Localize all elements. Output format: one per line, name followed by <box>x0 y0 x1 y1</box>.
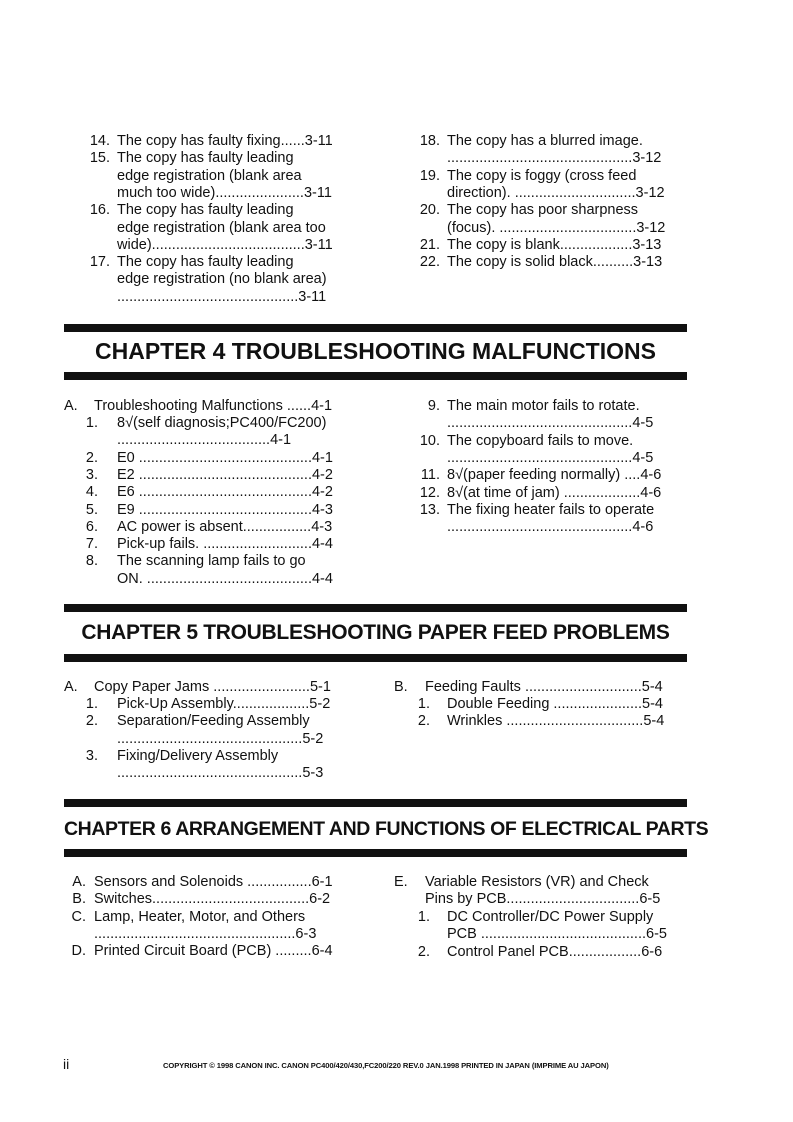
toc-entry-number: 4. <box>85 484 98 501</box>
toc-entry-text: Switches.......................................6-2 <box>94 891 331 908</box>
toc-entry-text: Fixing/Delivery Assembly <box>117 747 279 764</box>
toc-entry-text: The copy has faulty leading <box>117 254 294 271</box>
toc-entry-text: edge registration (blank area <box>117 167 302 184</box>
section-title: Troubleshooting Malfunctions ......4-1 <box>94 398 333 414</box>
toc-entry-text: Wrinkles ..................................5-4 <box>447 713 665 730</box>
chapter4-top-rule <box>64 324 687 332</box>
toc-entry-number: 1. <box>417 909 430 925</box>
toc-entry-text: ..............................................5-2 <box>117 730 324 747</box>
toc-entry-text: direction). ..............................3-12 <box>447 184 665 201</box>
section-title: Feeding Faults .............................5-4 <box>425 679 663 695</box>
toc-entry-text: The main motor fails to rotate. <box>447 398 640 414</box>
toc-entry-text: The fixing heater fails to operate <box>447 501 655 518</box>
toc-entry-text: AC power is absent.................4-3 <box>117 518 333 535</box>
toc-entry-number: B. <box>72 891 86 908</box>
chapter4-bottom-rule <box>64 372 687 380</box>
toc-entry-number: 12. <box>419 484 440 501</box>
toc-entry-number: 3. <box>85 747 98 764</box>
toc-entry-text: E9 ...........................................4-3 <box>117 501 333 518</box>
toc-entry-text: ..............................................4-6 <box>447 519 654 536</box>
toc-entry-number: 2. <box>417 943 430 960</box>
toc-entry-number: 3. <box>85 466 98 483</box>
toc-entry-number: C. <box>71 908 86 925</box>
toc-entry-number: 13. <box>419 501 440 518</box>
toc-entry-number: 10. <box>419 432 440 449</box>
toc-entry-text: wide)......................................3-11 <box>117 236 333 253</box>
toc-entry-text: E6 ...........................................4-2 <box>117 484 333 501</box>
toc-entry-text: Printed Circuit Board (PCB) .........6-4 <box>94 943 333 960</box>
toc-entry-text: ..................................................6-3 <box>94 925 317 942</box>
toc-entry-number: 2. <box>85 713 98 730</box>
toc-entry-number: 15. <box>89 150 110 167</box>
toc-entry-text: much too wide)......................3-11 <box>117 184 332 201</box>
chapter6-top-rule <box>64 799 687 807</box>
toc-entry-text: The copy is blank..................3-13 <box>447 236 662 253</box>
toc-entry-text: The copy has faulty leading <box>117 150 294 167</box>
toc-entry-text: Pick-Up Assembly...................5-2 <box>117 696 331 712</box>
toc-entry-number: 22. <box>419 254 440 271</box>
toc-entry-text: The copy has poor sharpness <box>447 202 639 219</box>
chapter5-bottom-rule <box>64 654 687 662</box>
toc-entry-text: Pick-up fails. ...........................4-4 <box>117 536 333 553</box>
toc-entry-number: 21. <box>419 236 440 253</box>
chapter4-title: CHAPTER 4 TROUBLESHOOTING MALFUNCTIONS <box>95 338 656 364</box>
toc-entry-text: ON. .........................................4-4 <box>117 570 333 587</box>
toc-entry-text: The copy has faulty leading <box>117 202 294 219</box>
toc-entry-text: E0 ...........................................4-1 <box>117 449 333 466</box>
toc-entry-number: 14. <box>89 133 110 149</box>
toc-entry-text: ..............................................5-3 <box>117 765 324 782</box>
toc-entry-number: 6. <box>85 518 98 535</box>
section-title: Variable Resistors (VR) and Check <box>425 874 649 890</box>
toc-entry-number: 20. <box>419 202 440 219</box>
toc-entry-text: The copyboard fails to move. <box>447 432 634 449</box>
section-letter: A. <box>64 679 78 695</box>
toc-entry-number: 1. <box>85 696 98 712</box>
footer-copyright: COPYRIGHT © 1998 CANON INC. CANON PC400/420/430,FC200/220 REV.0 JAN.1998 PRINTED IN JAPAN (IMPRIME AU JAPON) <box>163 1061 609 1070</box>
section-title: Copy Paper Jams ........................5-1 <box>94 679 331 695</box>
toc-entry-number: 9. <box>427 398 440 414</box>
toc-entry-number: A. <box>72 874 86 890</box>
toc-entry-text: Sensors and Solenoids ................6-1 <box>94 874 333 890</box>
toc-entry-text: 8√(self diagnosis;PC400/FC200) <box>117 415 327 431</box>
toc-entry-text: Lamp, Heater, Motor, and Others <box>94 908 306 925</box>
toc-entry-text: .............................................3-11 <box>117 288 327 305</box>
toc-entry-number: 2. <box>85 449 98 466</box>
page-number: ii <box>63 1056 70 1072</box>
toc-entry-number: 2. <box>417 713 430 730</box>
toc-entry-text: The copy is solid black..........3-13 <box>447 254 663 271</box>
toc-entry-text: ..............................................4-5 <box>447 449 654 466</box>
toc-entry-text: Double Feeding ......................5-4 <box>447 696 663 712</box>
chapter6-title: CHAPTER 6 ARRANGEMENT AND FUNCTIONS OF ELECTRICAL PARTS <box>64 818 709 840</box>
toc-entry-text: The scanning lamp fails to go <box>117 553 306 570</box>
toc-entry-text: ..............................................3-12 <box>447 150 662 167</box>
section-letter: E. <box>394 874 408 890</box>
toc-entry-number: 19. <box>419 167 440 184</box>
toc-entry-text: The copy has a blurred image. <box>447 133 643 149</box>
toc-entry-number: 18. <box>419 133 440 149</box>
toc-entry-number: 1. <box>417 696 430 712</box>
toc-entry-text: Control Panel PCB..................6-6 <box>447 943 663 960</box>
section-letter: B. <box>394 679 408 695</box>
toc-entry-text: (focus). ..................................3-12 <box>447 219 666 236</box>
toc-entry-number: 5. <box>85 501 98 518</box>
toc-entry-number: 8. <box>85 553 98 570</box>
toc-entry-text: PCB .........................................6-5 <box>447 926 667 943</box>
toc-entry-number: 11. <box>420 467 440 484</box>
toc-entry-text: The copy has faulty fixing......3-11 <box>117 133 333 149</box>
toc-entry-text: E2 ...........................................4-2 <box>117 466 333 483</box>
toc-entry-text: Separation/Feeding Assembly <box>117 713 310 730</box>
toc-entry-number: 16. <box>89 202 110 219</box>
toc-entry-text: The copy is foggy (cross feed <box>447 167 637 184</box>
section-letter: A. <box>64 398 78 414</box>
toc-entry-text: DC Controller/DC Power Supply <box>447 909 654 925</box>
chapter5-title: CHAPTER 5 TROUBLESHOOTING PAPER FEED PROBLEMS <box>81 621 670 644</box>
section-title: Pins by PCB.................................6-5 <box>425 891 661 908</box>
toc-entry-number: 7. <box>85 536 98 553</box>
toc-entry-number: 17. <box>89 254 110 271</box>
toc-entry-text: edge registration (no blank area) <box>117 271 327 288</box>
toc-entry-text: 8√(paper feeding normally) ....4-6 <box>447 467 662 484</box>
toc-entry-text: 8√(at time of jam) ...................4-6 <box>447 484 662 501</box>
chapter5-top-rule <box>64 604 687 612</box>
toc-entry-number: 1. <box>85 415 98 431</box>
toc-entry-text: edge registration (blank area too <box>117 219 326 236</box>
chapter6-bottom-rule <box>64 849 687 857</box>
toc-entry-text: ......................................4-1 <box>117 432 292 449</box>
toc-entry-text: ..............................................4-5 <box>447 415 654 432</box>
toc-entry-number: D. <box>71 943 86 960</box>
